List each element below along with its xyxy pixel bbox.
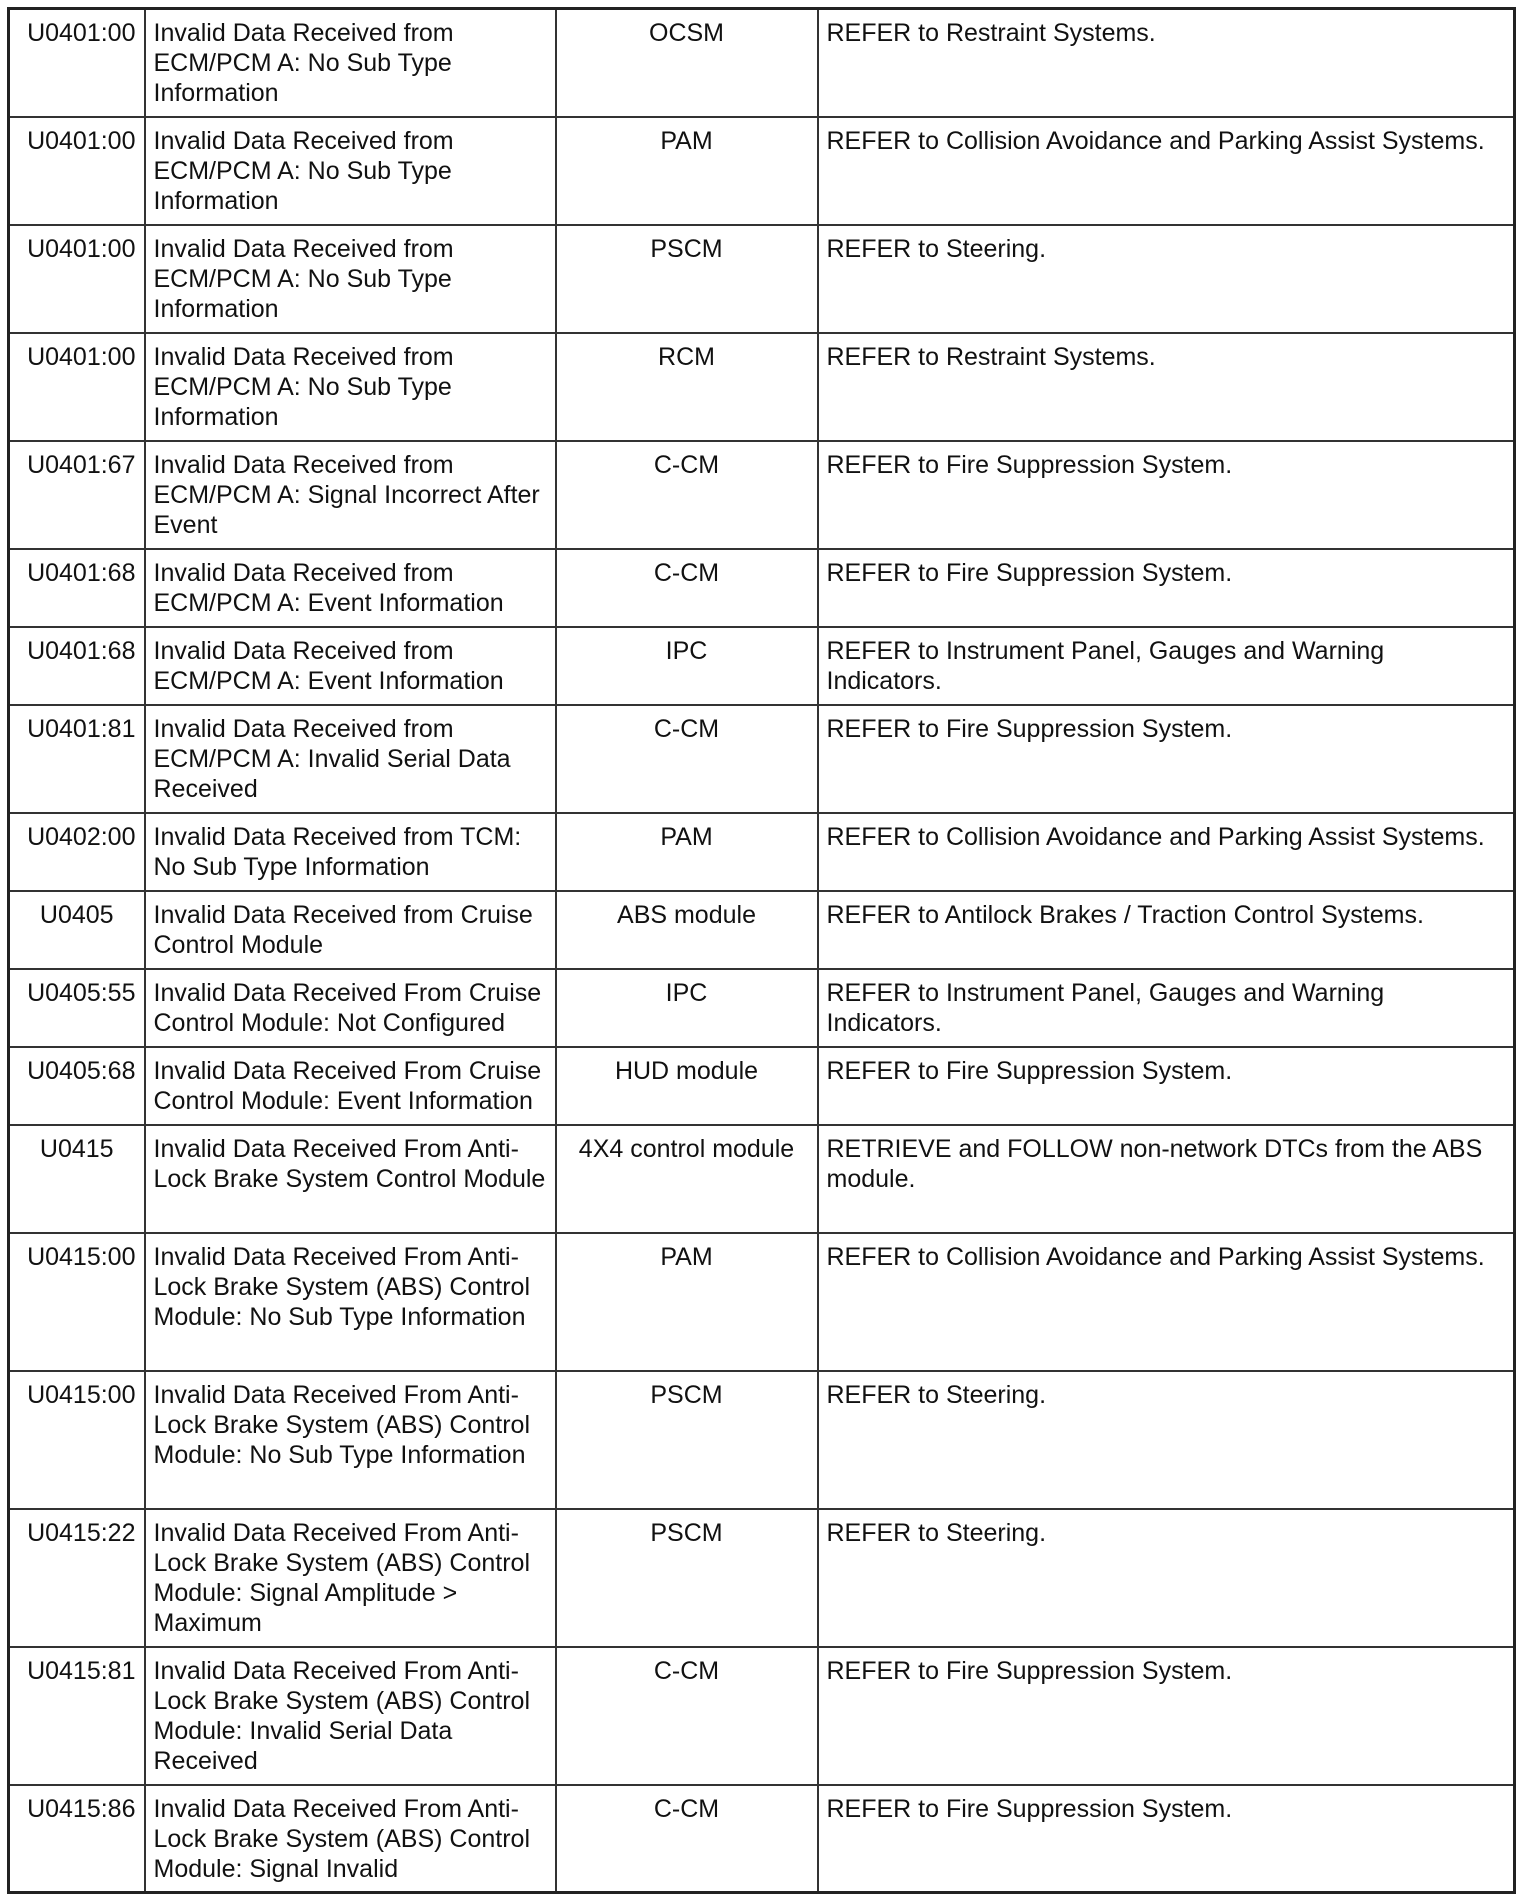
dtc-action: REFER to Instrument Panel, Gauges and Warning Indicators. (818, 627, 1515, 705)
dtc-action: REFER to Fire Suppression System. (818, 1647, 1515, 1785)
table-row (9, 1371, 1515, 1509)
dtc-action: REFER to Instrument Panel, Gauges and Warning Indicators. (818, 969, 1515, 1047)
dtc-module: PAM (556, 813, 818, 891)
dtc-description: Invalid Data Received from Cruise Control Module (145, 891, 556, 969)
document-page (7, 7, 1513, 1889)
dtc-module: PSCM (556, 225, 818, 333)
dtc-code: U0402:00 (9, 813, 145, 891)
dtc-module: C-CM (556, 1785, 818, 1893)
dtc-description: Invalid Data Received From Anti-Lock Brake System (ABS) Control Module: Signal Amplitude > Maximum (145, 1509, 556, 1647)
dtc-module: C-CM (556, 1647, 818, 1785)
dtc-description: Invalid Data Received From Anti-Lock Brake System (ABS) Control Module: No Sub Type Information (145, 1371, 556, 1509)
dtc-description: Invalid Data Received From Cruise Control Module: Not Configured (145, 969, 556, 1047)
dtc-action: REFER to Collision Avoidance and Parking Assist Systems. (818, 813, 1515, 891)
table-row (9, 117, 1515, 225)
dtc-code: U0415 (9, 1125, 145, 1233)
table-row (9, 9, 1515, 117)
dtc-code: U0401:68 (9, 627, 145, 705)
dtc-code: U0401:67 (9, 441, 145, 549)
dtc-description: Invalid Data Received from ECM/PCM A: No Sub Type Information (145, 117, 556, 225)
dtc-code: U0405 (9, 891, 145, 969)
dtc-description: Invalid Data Received From Anti-Lock Brake System (ABS) Control Module: Signal Invalid (145, 1785, 556, 1893)
dtc-action: REFER to Fire Suppression System. (818, 441, 1515, 549)
table-row (9, 1647, 1515, 1785)
table-row (9, 225, 1515, 333)
dtc-code: U0415:86 (9, 1785, 145, 1893)
dtc-description: Invalid Data Received from ECM/PCM A: Invalid Serial Data Received (145, 705, 556, 813)
dtc-module: C-CM (556, 549, 818, 627)
dtc-table (7, 7, 1516, 1894)
dtc-module: HUD module (556, 1047, 818, 1125)
dtc-description: Invalid Data Received From Anti-Lock Brake System (ABS) Control Module: No Sub Type Information (145, 1233, 556, 1371)
dtc-description: Invalid Data Received from ECM/PCM A: Event Information (145, 549, 556, 627)
table-row (9, 891, 1515, 969)
dtc-module: IPC (556, 627, 818, 705)
dtc-code: U0405:55 (9, 969, 145, 1047)
dtc-module: OCSM (556, 9, 818, 117)
dtc-action: REFER to Steering. (818, 1371, 1515, 1509)
dtc-description: Invalid Data Received from ECM/PCM A: Event Information (145, 627, 556, 705)
dtc-module: RCM (556, 333, 818, 441)
table-row (9, 441, 1515, 549)
dtc-action: REFER to Fire Suppression System. (818, 549, 1515, 627)
table-row (9, 1509, 1515, 1647)
dtc-code: U0401:00 (9, 117, 145, 225)
dtc-module: 4X4 control module (556, 1125, 818, 1233)
dtc-module: PAM (556, 1233, 818, 1371)
dtc-code: U0401:81 (9, 705, 145, 813)
dtc-module: IPC (556, 969, 818, 1047)
dtc-module: C-CM (556, 705, 818, 813)
table-row (9, 1125, 1515, 1233)
dtc-module: ABS module (556, 891, 818, 969)
dtc-description: Invalid Data Received From Cruise Control Module: Event Information (145, 1047, 556, 1125)
dtc-action: REFER to Antilock Brakes / Traction Control Systems. (818, 891, 1515, 969)
dtc-code: U0401:00 (9, 225, 145, 333)
dtc-action: REFER to Collision Avoidance and Parking Assist Systems. (818, 117, 1515, 225)
dtc-action: REFER to Fire Suppression System. (818, 705, 1515, 813)
dtc-module: PAM (556, 117, 818, 225)
table-row (9, 705, 1515, 813)
table-row (9, 1785, 1515, 1893)
table-row (9, 333, 1515, 441)
table-row (9, 1233, 1515, 1371)
dtc-action: REFER to Steering. (818, 225, 1515, 333)
dtc-module: PSCM (556, 1509, 818, 1647)
dtc-description: Invalid Data Received From Anti-Lock Brake System (ABS) Control Module: Invalid Serial Data Received (145, 1647, 556, 1785)
dtc-action: REFER to Restraint Systems. (818, 333, 1515, 441)
dtc-action: REFER to Fire Suppression System. (818, 1785, 1515, 1893)
dtc-code: U0415:00 (9, 1233, 145, 1371)
dtc-code: U0401:68 (9, 549, 145, 627)
table-row (9, 1047, 1515, 1125)
dtc-description: Invalid Data Received From Anti-Lock Brake System Control Module (145, 1125, 556, 1233)
dtc-code: U0415:00 (9, 1371, 145, 1509)
dtc-code: U0401:00 (9, 333, 145, 441)
table-row (9, 813, 1515, 891)
dtc-action: REFER to Fire Suppression System. (818, 1047, 1515, 1125)
dtc-description: Invalid Data Received from ECM/PCM A: No Sub Type Information (145, 333, 556, 441)
dtc-code: U0405:68 (9, 1047, 145, 1125)
dtc-code: U0415:22 (9, 1509, 145, 1647)
table-row (9, 969, 1515, 1047)
dtc-module: C-CM (556, 441, 818, 549)
dtc-action: REFER to Steering. (818, 1509, 1515, 1647)
dtc-description: Invalid Data Received from ECM/PCM A: No Sub Type Information (145, 9, 556, 117)
table-row (9, 549, 1515, 627)
dtc-code: U0401:00 (9, 9, 145, 117)
dtc-code: U0415:81 (9, 1647, 145, 1785)
dtc-action: REFER to Collision Avoidance and Parking Assist Systems. (818, 1233, 1515, 1371)
dtc-description: Invalid Data Received from ECM/PCM A: No Sub Type Information (145, 225, 556, 333)
dtc-table-body (9, 9, 1515, 1893)
dtc-description: Invalid Data Received from ECM/PCM A: Signal Incorrect After Event (145, 441, 556, 549)
dtc-description: Invalid Data Received from TCM: No Sub Type Information (145, 813, 556, 891)
dtc-action: RETRIEVE and FOLLOW non-network DTCs from the ABS module. (818, 1125, 1515, 1233)
table-row (9, 627, 1515, 705)
dtc-action: REFER to Restraint Systems. (818, 9, 1515, 117)
dtc-module: PSCM (556, 1371, 818, 1509)
